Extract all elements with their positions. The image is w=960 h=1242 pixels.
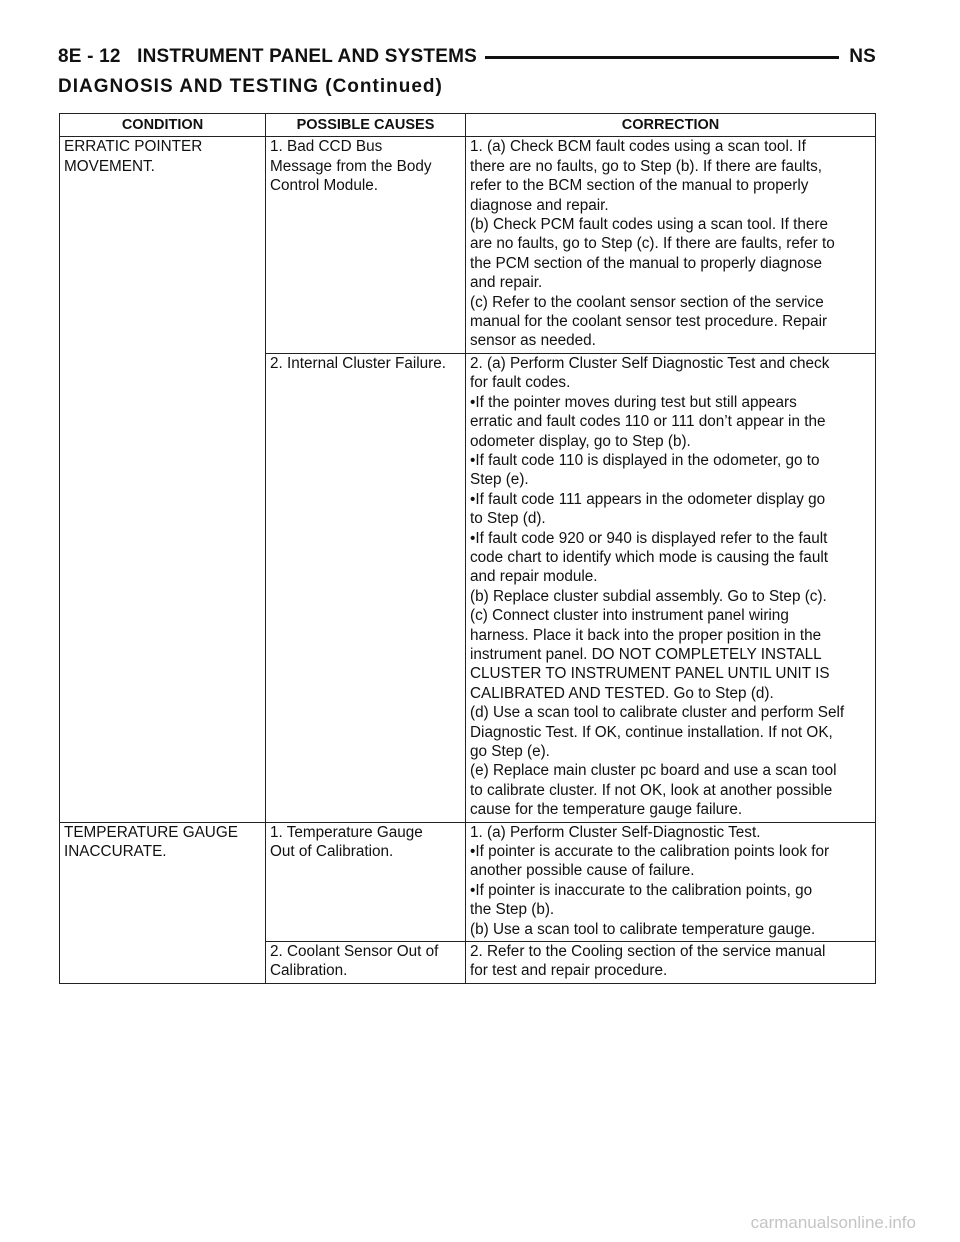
correction-line: 1. (a) Perform Cluster Self-Diagnostic Test.	[470, 823, 761, 841]
cell-cause	[266, 137, 466, 353]
cell-cause	[266, 822, 466, 941]
cause-line: 2. Coolant Sensor Out of	[270, 943, 439, 961]
watermark: carmanualsonline.info	[750, 1213, 916, 1232]
correction-line: refer to the BCM section of the manual to properly	[470, 177, 809, 195]
cell-cause	[266, 942, 466, 984]
correction-line: (d) Use a scan tool to calibrate cluster and perform Self	[470, 704, 845, 722]
table-row	[60, 137, 876, 353]
cause-line: 2. Internal Cluster Failure.	[270, 354, 446, 372]
table-body	[60, 137, 876, 983]
correction-line: Diagnostic Test. If OK, continue installation. If not OK,	[470, 723, 833, 741]
correction-line: to calibrate cluster. If not OK, look at another possible	[470, 781, 833, 799]
cause-line: Message from the Body	[270, 157, 432, 175]
condition-line: MOVEMENT.	[64, 157, 155, 175]
correction-line: erratic and fault codes 110 or 111 don’t appear in the	[470, 413, 826, 431]
correction-line: CLUSTER TO INSTRUMENT PANEL UNTIL UNIT IS	[470, 665, 830, 683]
column-header-condition: CONDITION	[60, 114, 266, 137]
page-number-and-chapter: 8E - 12 INSTRUMENT PANEL AND SYSTEMS	[58, 46, 477, 67]
cell-condition	[60, 822, 266, 941]
cell-correction	[466, 822, 876, 941]
cause-line: Control Module.	[270, 177, 378, 195]
correction-line: •If fault code 110 is displayed in the odometer, go to	[470, 451, 820, 469]
correction-line: code chart to identify which mode is causing the fault	[470, 548, 828, 566]
correction-line: another possible cause of failure.	[470, 862, 695, 880]
page-header	[58, 44, 876, 70]
cause-line: Out of Calibration.	[270, 843, 394, 861]
correction-line: •If fault code 111 appears in the odometer display go	[470, 490, 826, 508]
correction-line: diagnose and repair.	[470, 196, 609, 214]
correction-line: for fault codes.	[470, 374, 571, 392]
correction-line: (b) Check PCM fault codes using a scan tool. If there	[470, 216, 828, 234]
cell-condition	[60, 137, 266, 353]
correction-line: •If pointer is inaccurate to the calibration points, go	[470, 881, 813, 899]
correction-line: for test and repair procedure.	[470, 962, 668, 980]
cell-condition	[60, 353, 266, 822]
correction-line: to Step (d).	[470, 510, 546, 528]
column-header-possible-causes: POSSIBLE CAUSES	[266, 114, 466, 137]
section-title: DIAGNOSIS AND TESTING (Continued)	[58, 76, 443, 97]
correction-line: odometer display, go to Step (b).	[470, 432, 691, 450]
correction-line: (e) Replace main cluster pc board and use a scan tool	[470, 762, 837, 780]
correction-line: manual for the coolant sensor test procedure. Repair	[470, 313, 828, 331]
correction-line: 1. (a) Check BCM fault codes using a scan tool. If	[470, 138, 806, 156]
correction-line: there are no faults, go to Step (b). If there are faults,	[470, 157, 823, 175]
cell-correction	[466, 353, 876, 822]
correction-line: and repair.	[470, 274, 543, 292]
correction-line: 2. (a) Perform Cluster Self Diagnostic Test and check	[470, 354, 830, 372]
cell-correction	[466, 942, 876, 984]
cell-condition	[60, 942, 266, 984]
model-code: NS	[849, 46, 876, 67]
correction-line: and repair module.	[470, 568, 598, 586]
correction-line: the Step (b).	[470, 901, 555, 919]
correction-line: Step (e).	[470, 471, 529, 489]
correction-line: harness. Place it back into the proper position in the	[470, 626, 822, 644]
header-rule	[485, 56, 839, 59]
correction-line: instrument panel. DO NOT COMPLETELY INSTALL	[470, 645, 822, 663]
correction-line: are no faults, go to Step (c). If there are faults, refer to	[470, 235, 835, 253]
condition-line: TEMPERATURE GAUGE	[64, 823, 238, 841]
table-row	[60, 353, 876, 822]
correction-line: •If pointer is accurate to the calibration points look for	[470, 843, 830, 861]
correction-line: 2. Refer to the Cooling section of the service manual	[470, 943, 826, 961]
correction-line: •If fault code 920 or 940 is displayed refer to the fault	[470, 529, 828, 547]
correction-line: (c) Refer to the coolant sensor section of the service	[470, 293, 824, 311]
condition-line: ERRATIC POINTER	[64, 138, 203, 156]
correction-line: •If the pointer moves during test but still appears	[470, 393, 797, 411]
column-header-correction: CORRECTION	[466, 114, 876, 137]
correction-line: (b) Replace cluster subdial assembly. Go to Step (c).	[470, 587, 827, 605]
correction-line: sensor as needed.	[470, 332, 596, 350]
correction-line: cause for the temperature gauge failure.	[470, 801, 743, 819]
correction-line: (c) Connect cluster into instrument panel wiring	[470, 607, 789, 625]
cell-cause	[266, 353, 466, 822]
correction-line: (b) Use a scan tool to calibrate temperature gauge.	[470, 920, 816, 938]
cause-line: 1. Temperature Gauge	[270, 823, 423, 841]
correction-line: the PCM section of the manual to properly diagnose	[470, 254, 823, 272]
correction-line: CALIBRATED AND TESTED. Go to Step (d).	[470, 684, 774, 702]
cause-line: Calibration.	[270, 962, 348, 980]
diagnosis-table	[59, 113, 876, 984]
correction-line: go Step (e).	[470, 743, 550, 760]
cell-correction	[466, 137, 876, 353]
cause-line: 1. Bad CCD Bus	[270, 138, 383, 156]
table-row	[60, 822, 876, 941]
condition-line: INACCURATE.	[64, 843, 167, 861]
table-row	[60, 942, 876, 984]
table-header-row	[60, 114, 876, 137]
